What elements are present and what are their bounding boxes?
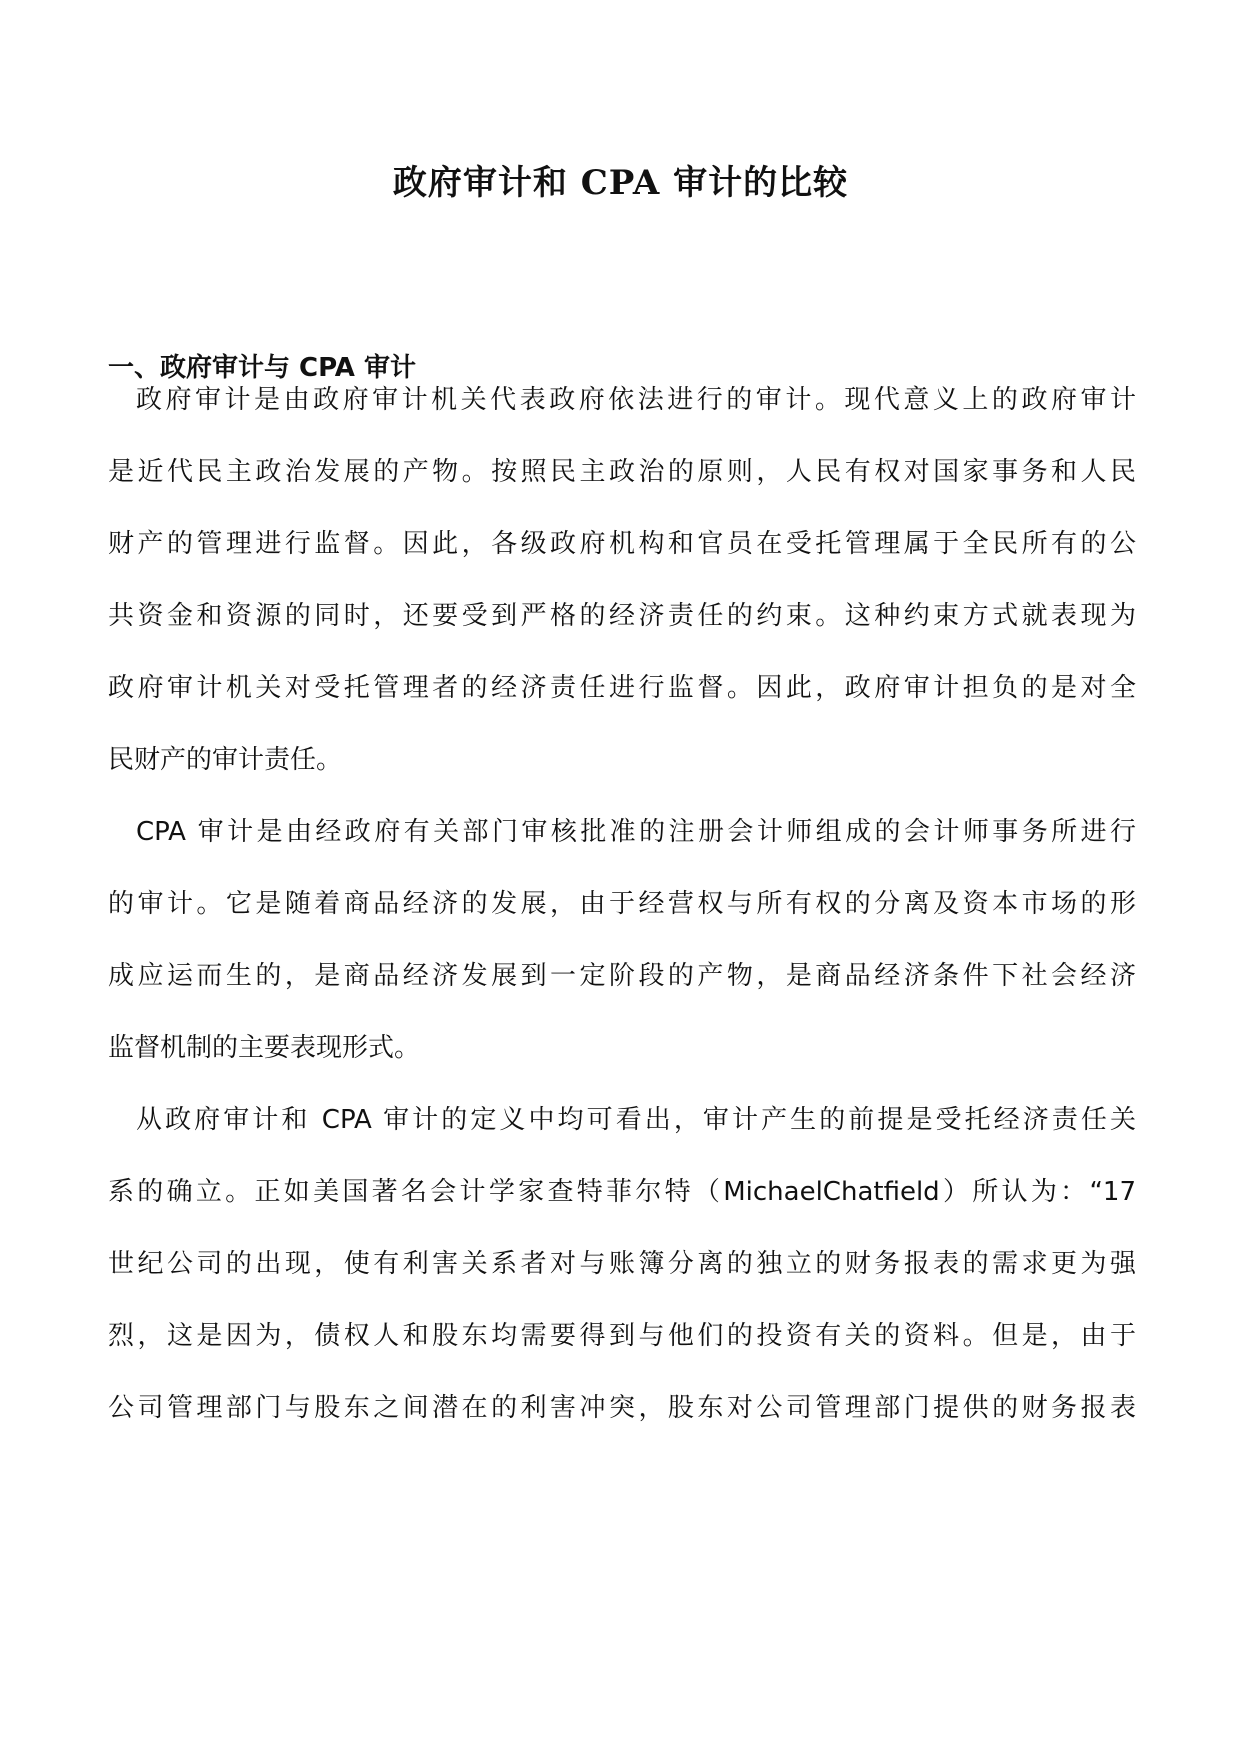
text-line: 是近代民主政治发展的产物。按照民主政治的原则，人民有权对国家事务和人民 xyxy=(108,457,1136,487)
document-title: 政府审计和 CPA 审计的比较 xyxy=(392,163,849,203)
text-line: 世纪公司的出现，使有利害关系者对与账簿分离的独立的财务报表的需求更为强 xyxy=(108,1249,1136,1279)
text-line: 公司管理部门与股东之间潜在的利害冲突，股东对公司管理部门提供的财务报表 xyxy=(108,1393,1136,1423)
text-line: 民财产的审计责任。 xyxy=(108,745,343,775)
text-line: 从政府审计和 CPA 审计的定义中均可看出，审计产生的前提是受托经济责任关 xyxy=(136,1105,1136,1135)
text-line: CPA 审计是由经政府有关部门审核批准的注册会计师组成的会计师事务所进行 xyxy=(136,817,1136,847)
text-line: 成应运而生的，是商品经济发展到一定阶段的产物，是商品经济条件下社会经济 xyxy=(108,961,1136,991)
text-line: 政府审计是由政府审计机关代表政府依法进行的审计。现代意义上的政府审计 xyxy=(136,385,1136,415)
section-heading: 一、政府审计与 CPA 审计 xyxy=(108,353,416,383)
text-line: 系的确立。正如美国著名会计学家查特菲尔特（MichaelChatfield）所认为：“17 xyxy=(108,1177,1136,1207)
text-line: 财产的管理进行监督。因此，各级政府机构和官员在受托管理属于全民所有的公 xyxy=(108,529,1136,559)
text-line: 共资金和资源的同时，还要受到严格的经济责任的约束。这种约束方式就表现为 xyxy=(108,601,1136,631)
text-line: 政府审计机关对受托管理者的经济责任进行监督。因此，政府审计担负的是对全 xyxy=(108,673,1136,703)
text-line: 的审计。它是随着商品经济的发展，由于经营权与所有权的分离及资本市场的形 xyxy=(108,889,1136,919)
text-line: 监督机制的主要表现形式。 xyxy=(108,1033,421,1063)
text-line: 烈，这是因为，债权人和股东均需要得到与他们的投资有关的资料。但是，由于 xyxy=(108,1321,1136,1351)
